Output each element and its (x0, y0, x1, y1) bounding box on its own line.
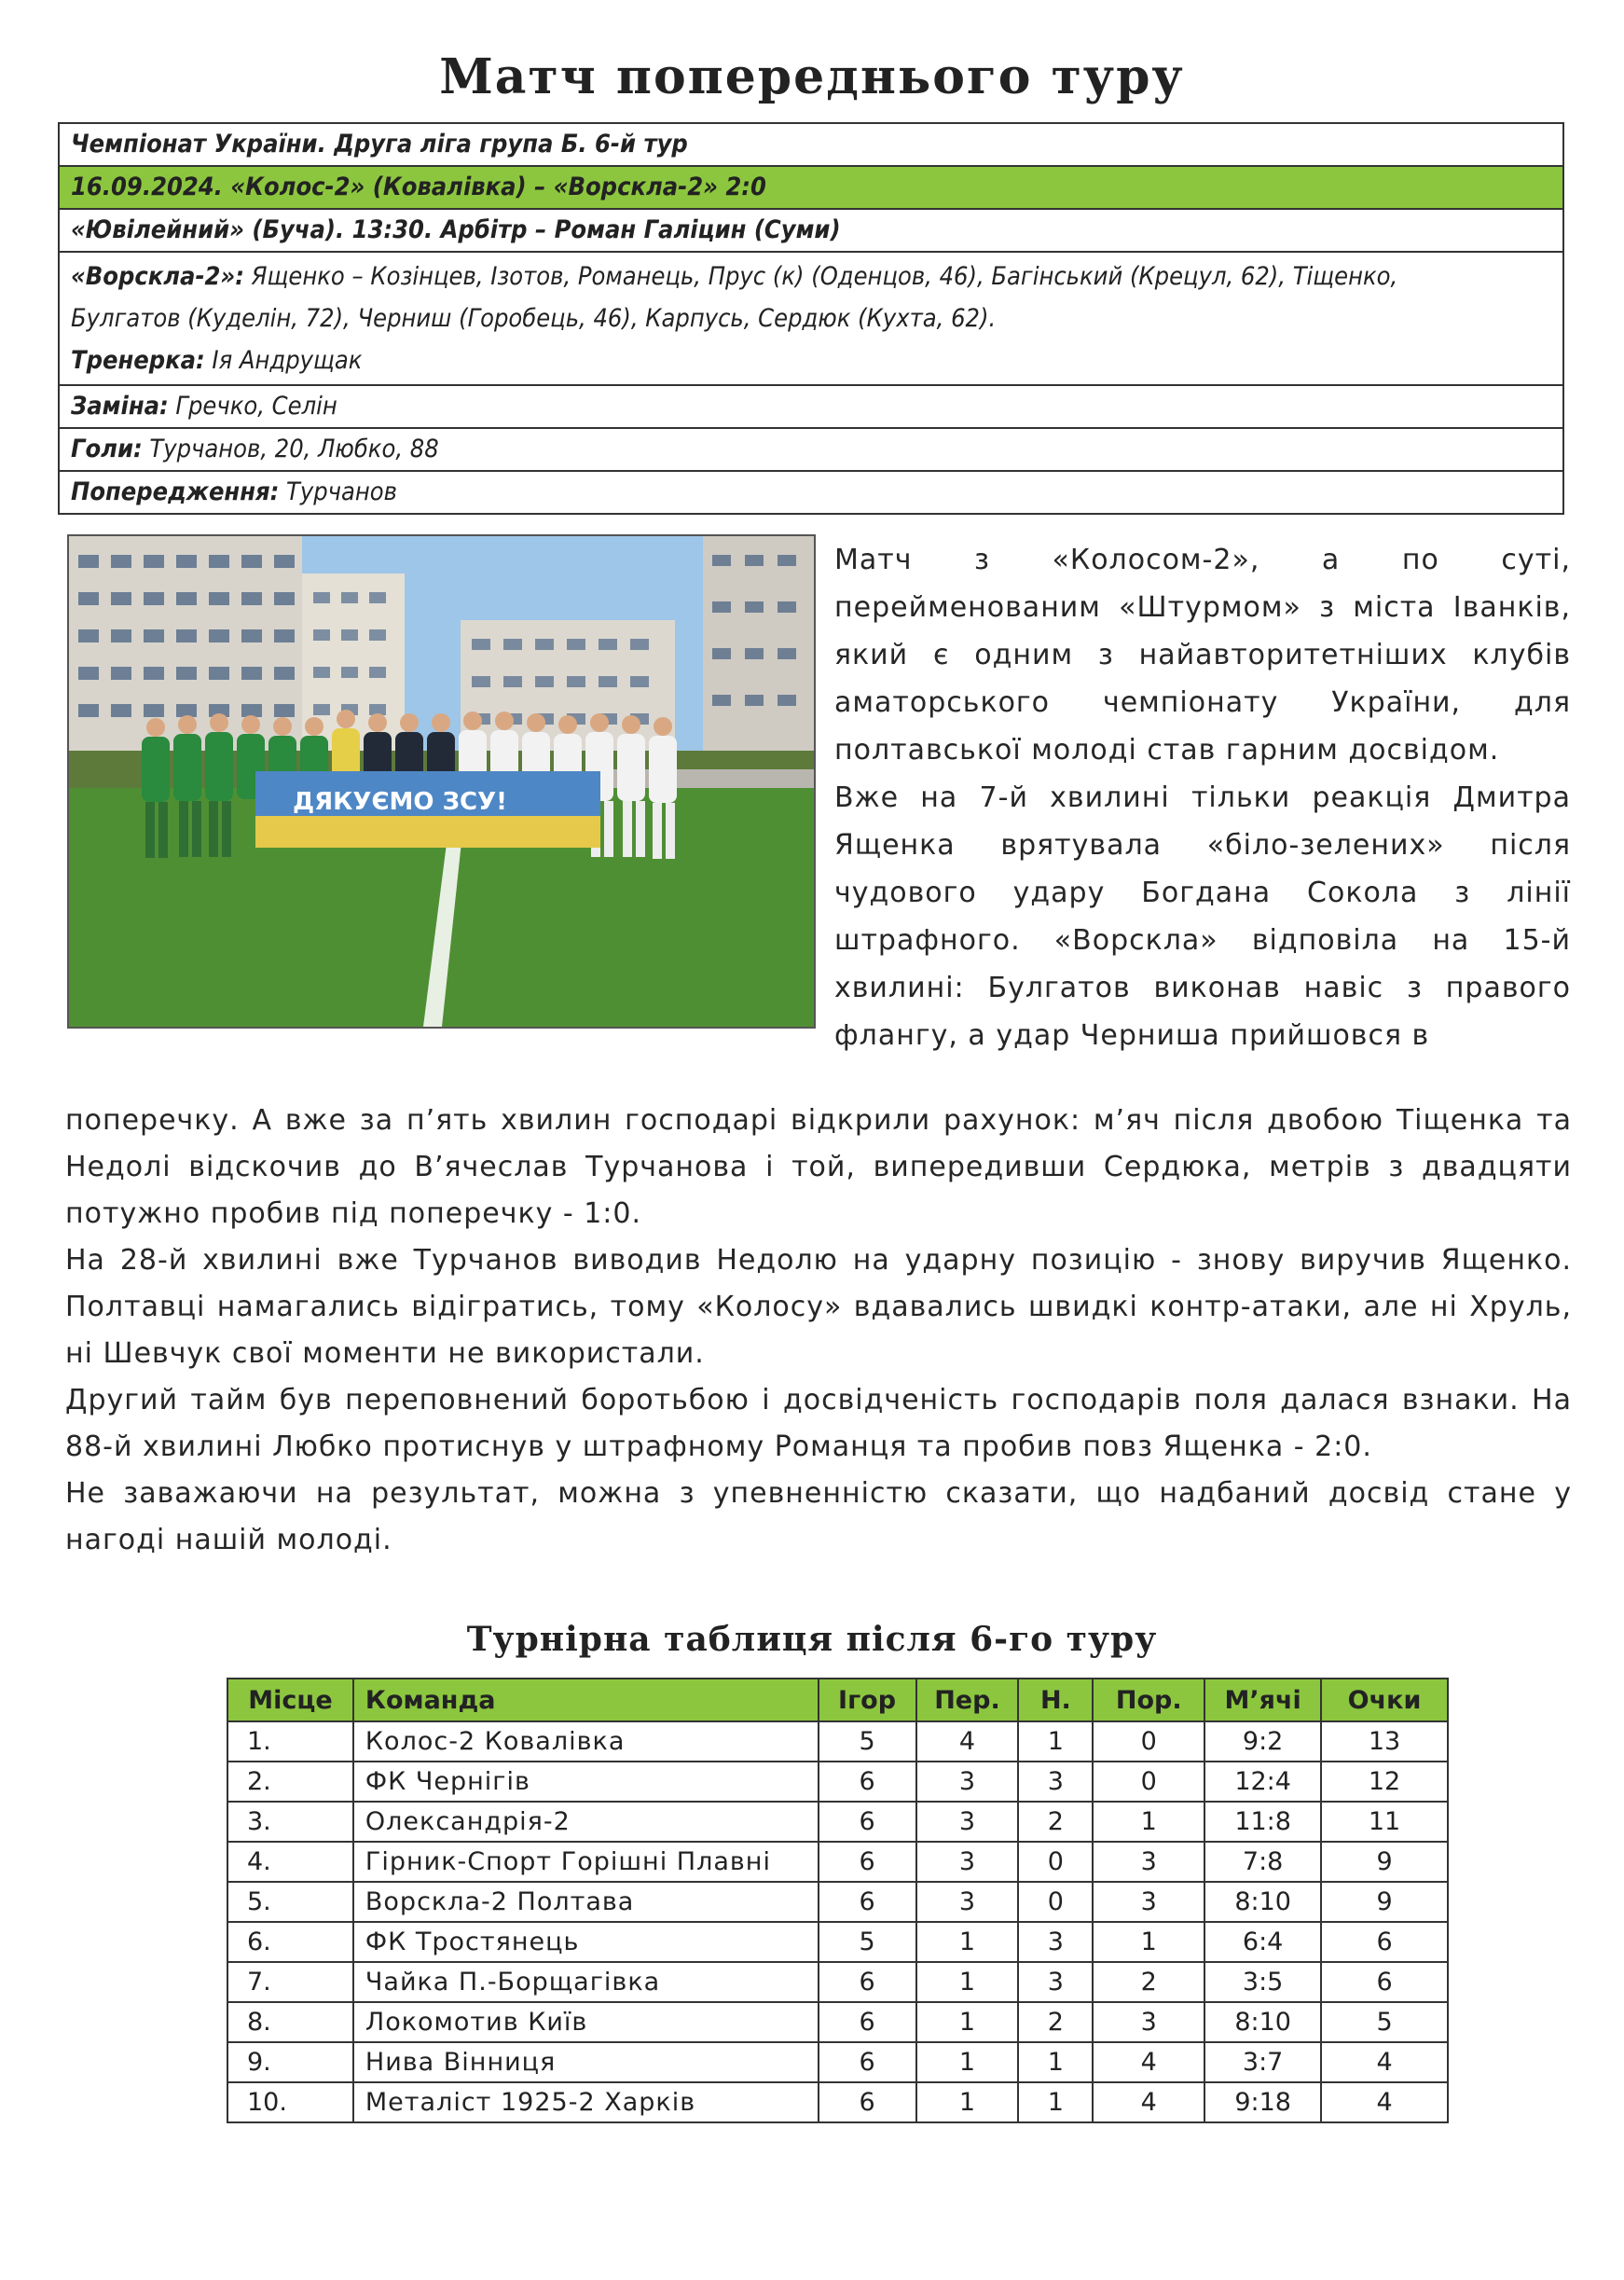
table-row (227, 1842, 1448, 1882)
subs-row (60, 386, 1562, 429)
cell-team: Металіст 1925-2 Харків (353, 2082, 819, 2122)
header-goals: М’ячі (1204, 1679, 1321, 1721)
cell-wins: 1 (916, 1922, 1019, 1962)
cell-wins: 4 (916, 1721, 1019, 1762)
cards-value: Турчанов (279, 477, 397, 506)
cell-draws: 0 (1018, 1882, 1093, 1922)
cell-goals: 3:7 (1204, 2042, 1321, 2082)
date-result-row (60, 167, 1562, 210)
cell-team: Нива Вінниця (353, 2042, 819, 2082)
banner-text: ДЯКУЄМО ЗСУ! (293, 788, 508, 816)
header-points: Очки (1321, 1679, 1448, 1721)
cell-place: 7. (227, 1962, 353, 2002)
subs-value: Гречко, Селін (168, 392, 337, 421)
cell-played: 5 (819, 1721, 916, 1762)
table-row (227, 1762, 1448, 1802)
header-team: Команда (353, 1679, 819, 1721)
header-losses: Пор. (1093, 1679, 1204, 1721)
match-info-box (58, 122, 1564, 515)
standings-table (227, 1678, 1449, 2123)
cell-points: 12 (1321, 1762, 1448, 1802)
coach-value: Ія Андрущак (204, 346, 363, 375)
cell-losses: 0 (1093, 1721, 1204, 1762)
goals-value: Турчанов, 20, Любко, 88 (142, 435, 439, 463)
competition-row (60, 124, 1562, 167)
cell-draws: 1 (1018, 2042, 1093, 2082)
cell-goals: 9:18 (1204, 2082, 1321, 2122)
table-row (227, 1882, 1448, 1922)
cell-goals: 11:8 (1204, 1802, 1321, 1842)
cell-wins: 1 (916, 1962, 1019, 2002)
article-intro (834, 536, 1571, 1059)
cell-losses: 4 (1093, 2042, 1204, 2082)
cell-played: 6 (819, 2042, 916, 2082)
cell-team: ФК Тростянець (353, 1922, 819, 1962)
article-paragraph: поперечку. А вже за п’ять хвилин господарі відкрили рахунок: м’яч після двобою Тіщенка та Недолі відскочив до В’ячеслав Турчанова і той, випередивши Сердюка, метрів з двадцяти потужно пробив під поперечку - 1:0. (65, 1104, 1572, 1230)
cell-played: 6 (819, 1882, 916, 1922)
cell-played: 6 (819, 2082, 916, 2122)
cell-losses: 3 (1093, 1882, 1204, 1922)
cell-points: 9 (1321, 1842, 1448, 1882)
cell-losses: 4 (1093, 2082, 1204, 2122)
cell-played: 6 (819, 1842, 916, 1882)
cell-draws: 3 (1018, 1762, 1093, 1802)
cell-place: 10. (227, 2082, 353, 2122)
standings-body (227, 1721, 1448, 2122)
cell-place: 5. (227, 1882, 353, 1922)
table-row (227, 1962, 1448, 2002)
table-row (227, 2002, 1448, 2042)
cell-draws: 3 (1018, 1962, 1093, 2002)
cell-goals: 7:8 (1204, 1842, 1321, 1882)
cell-place: 1. (227, 1721, 353, 1762)
cell-team: Олександрія-2 (353, 1802, 819, 1842)
header-place: Місце (227, 1679, 353, 1721)
cell-team: Чайка П.-Борщагівка (353, 1962, 819, 2002)
competition-text: Чемпіонат України. Друга ліга група Б. 6-й тур (71, 130, 688, 159)
cell-draws: 3 (1018, 1922, 1093, 1962)
cell-wins: 1 (916, 2082, 1019, 2122)
coach-label: Тренерка: (71, 346, 205, 375)
cell-played: 6 (819, 1762, 916, 1802)
article-paragraph: Не заважаючи на результат, можна з упевненністю сказати, що надбаний досвід стане у нагоді нашій молоді. (65, 1477, 1572, 1556)
cell-place: 3. (227, 1802, 353, 1842)
cell-goals: 8:10 (1204, 2002, 1321, 2042)
cell-goals: 12:4 (1204, 1762, 1321, 1802)
cell-draws: 2 (1018, 1802, 1093, 1842)
cell-goals: 8:10 (1204, 1882, 1321, 1922)
cell-draws: 0 (1018, 1842, 1093, 1882)
cell-points: 6 (1321, 1922, 1448, 1962)
cell-place: 8. (227, 2002, 353, 2042)
team-photo (67, 534, 816, 1029)
cell-draws: 2 (1018, 2002, 1093, 2042)
cell-points: 9 (1321, 1882, 1448, 1922)
cell-points: 6 (1321, 1962, 1448, 2002)
cell-played: 6 (819, 1802, 916, 1842)
page-title: Матч попереднього туру (439, 48, 1185, 105)
goals-row (60, 429, 1562, 472)
cell-losses: 3 (1093, 2002, 1204, 2042)
cards-label: Попередження: (71, 477, 280, 506)
cell-team: Локомотив Київ (353, 2002, 819, 2042)
table-row (227, 2042, 1448, 2082)
cell-played: 6 (819, 2002, 916, 2042)
table-row (227, 1721, 1448, 1762)
cell-points: 11 (1321, 1802, 1448, 1842)
article-paragraph: Вже на 7-й хвилині тільки реакція Дмитра Ященка врятувала «біло-зелених» після чудового удару Богдана Сокола з лінії штрафного. «Ворскла» відповіла на 15-й хвилині: Булгатов виконав навіс з правого флангу, а удар Черниша прийшовся в (834, 781, 1571, 1052)
subs-label: Заміна: (71, 392, 169, 421)
cell-goals: 6:4 (1204, 1922, 1321, 1962)
cards-row (60, 472, 1562, 513)
team-photo-illustration (69, 536, 814, 1027)
cell-losses: 2 (1093, 1962, 1204, 2002)
cell-team: Колос-2 Ковалівка (353, 1721, 819, 1762)
standings-header-row (227, 1679, 1448, 1721)
cell-wins: 3 (916, 1762, 1019, 1802)
header-draws: Н. (1018, 1679, 1093, 1721)
standings-title: Турнірна таблиця після 6-го туру (466, 1620, 1158, 1659)
venue-row (60, 210, 1562, 253)
cell-played: 6 (819, 1962, 916, 2002)
cell-goals: 3:5 (1204, 1962, 1321, 2002)
cell-draws: 1 (1018, 1721, 1093, 1762)
lineup-line-1: Ященко – Козінцев, Ізотов, Романець, Прус (к) (Оденцов, 46), Багінський (Крецул, 62), Тіщенко, (243, 262, 1398, 291)
table-row (227, 2082, 1448, 2122)
cell-losses: 1 (1093, 1802, 1204, 1842)
cell-place: 6. (227, 1922, 353, 1962)
cell-losses: 0 (1093, 1762, 1204, 1802)
lineup-line-2: Булгатов (Куделін, 72), Черниш (Горобець, 46), Карпусь, Сердюк (Кухта, 62). (71, 304, 997, 333)
cell-team: Ворскла-2 Полтава (353, 1882, 819, 1922)
venue-text: «Ювілейний» (Буча). 13:30. Арбітр – Роман Галіцин (Суми) (71, 215, 841, 244)
cell-losses: 3 (1093, 1842, 1204, 1882)
lineup-label: «Ворскла-2»: (71, 262, 244, 291)
cell-points: 5 (1321, 2002, 1448, 2042)
cell-place: 9. (227, 2042, 353, 2082)
cell-losses: 1 (1093, 1922, 1204, 1962)
goals-label: Голи: (71, 435, 143, 463)
cell-points: 13 (1321, 1721, 1448, 1762)
cell-points: 4 (1321, 2082, 1448, 2122)
cell-place: 4. (227, 1842, 353, 1882)
article-body (65, 1098, 1572, 1564)
header-played: Ігор (819, 1679, 916, 1721)
cell-wins: 1 (916, 2042, 1019, 2082)
article-paragraph: Матч з «Колосом-2», а по суті, перейменованим «Штурмом» з міста Іванків, який є одним з найавторитетніших клубів аматорського чемпіонату України, для полтавської молоді став гарним досвідом. (834, 544, 1571, 767)
header-wins: Пер. (916, 1679, 1019, 1721)
cell-played: 5 (819, 1922, 916, 1962)
cell-team: ФК Чернігів (353, 1762, 819, 1802)
article-paragraph: Другий тайм був переповнений боротьбою і досвідченість господарів поля далася взнаки. На 88-й хвилині Любко протиснув у штрафному Романця та пробив повз Ященка - 2:0. (65, 1384, 1572, 1463)
article-paragraph: На 28-й хвилині вже Турчанов виводив Недолю на ударну позицію - знову виручив Ященко. Полтавці намагались відігратись, тому «Колосу» вдавались швидкі контр-атаки, але ні Хруль, ні Шевчук свої моменти не використали. (65, 1244, 1572, 1370)
cell-goals: 9:2 (1204, 1721, 1321, 1762)
lineup-row (60, 253, 1562, 386)
table-row (227, 1802, 1448, 1842)
cell-wins: 3 (916, 1802, 1019, 1842)
cell-place: 2. (227, 1762, 353, 1802)
cell-draws: 1 (1018, 2082, 1093, 2122)
date-result-text: 16.09.2024. «Колос-2» (Ковалівка) – «Ворскла-2» 2:0 (71, 173, 766, 201)
table-row (227, 1922, 1448, 1962)
cell-wins: 3 (916, 1882, 1019, 1922)
cell-team: Гірник-Спорт Горішні Плавні (353, 1842, 819, 1882)
cell-wins: 3 (916, 1842, 1019, 1882)
cell-wins: 1 (916, 2002, 1019, 2042)
cell-points: 4 (1321, 2042, 1448, 2082)
